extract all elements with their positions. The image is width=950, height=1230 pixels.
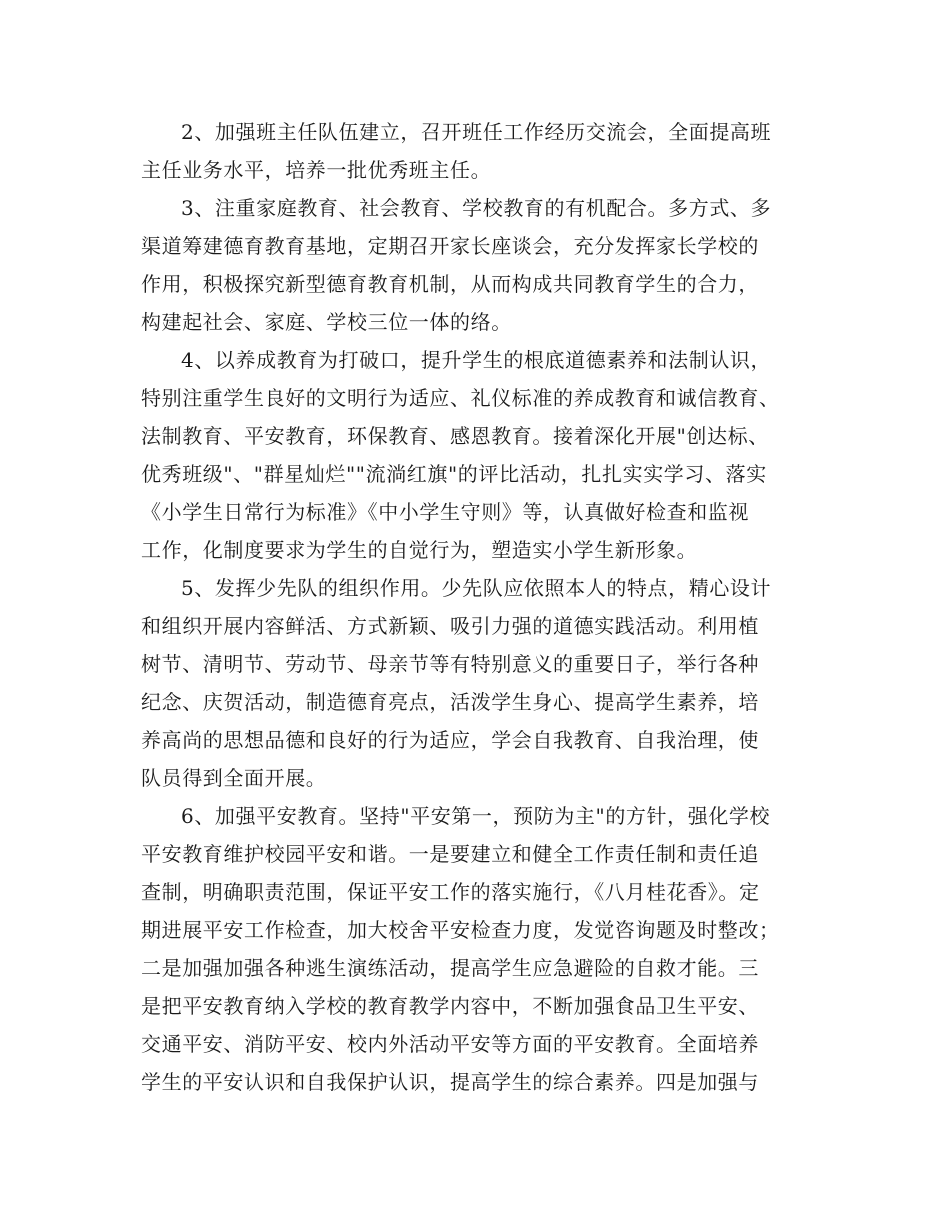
paragraph-5-line-1: 5、发挥少先队的组织作用。少先队应依照本人的特点，精心设计: [181, 576, 772, 600]
paragraph-4-line-2: 特别注重学生良好的文明行为适应、礼仪标准的养成教育和诚信教育、: [141, 386, 780, 410]
paragraph-4-line-5: 《小学生日常行为标准》《中小学生守则》等，认真做好检查和监视: [141, 500, 749, 524]
paragraph-6-line-7: 交通平安、消防平安、校内外活动平安等方面的平安教育。全面培养: [141, 1032, 759, 1056]
paragraph-6-line-5: 二是加强加强各种逃生演练活动，提高学生应急避险的自救才能。三: [141, 956, 759, 980]
paragraph-5-line-6: 队员得到全面开展。: [141, 766, 327, 790]
paragraph-3-line-4: 构建起社会、家庭、学校三位一体的络。: [141, 310, 512, 334]
paragraph-6-line-8: 学生的平安认识和自我保护认识，提高学生的综合素养。四是加强与: [141, 1070, 759, 1094]
paragraph-4-line-6: 工作，化制度要求为学生的自觉行为，塑造实小学生新形象。: [141, 538, 698, 562]
paragraph-5-line-5: 养高尚的思想品德和良好的行为适应，学会自我教育、自我治理，使: [141, 728, 759, 752]
paragraph-4-line-4: 优秀班级"、"群星灿烂""流淌红旗"的评比活动，扎扎实实学习、落实: [141, 462, 767, 486]
paragraph-6-line-6: 是把平安教育纳入学校的教育教学内容中，不断加强食品卫生平安、: [141, 994, 759, 1018]
paragraph-2-line-2: 主任业务水平，培养一批优秀班主任。: [141, 158, 492, 182]
paragraph-5-line-2: 和组织开展内容鲜活、方式新颖、吸引力强的道德实践活动。利用植: [141, 614, 759, 638]
paragraph-5-line-3: 树节、清明节、劳动节、母亲节等有特别意义的重要日子，举行各种: [141, 652, 759, 676]
paragraph-6-line-2: 平安教育维护校园平安和谐。一是要建立和健全工作责任制和责任追: [141, 842, 759, 866]
paragraph-4-line-3: 法制教育、平安教育，环保教育、感恩教育。接着深化开展"创达标、: [141, 424, 769, 448]
paragraph-3-line-3: 作用，积极探究新型德育教育机制，从而构成共同教育学生的合力，: [141, 272, 759, 296]
paragraph-2-line-1: 2、加强班主任队伍建立，召开班任工作经历交流会，全面提高班: [181, 120, 772, 144]
paragraph-5-line-4: 纪念、庆贺活动，制造德育亮点，活泼学生身心、提高学生素养，培: [141, 690, 759, 714]
document-body: [141, 113, 821, 1101]
paragraph-6-line-3: 查制，明确职责范围，保证平安工作的落实施行，《八月桂花香》。定: [141, 880, 760, 904]
paragraph-6-line-1: 6、加强平安教育。坚持"平安第一，预防为主"的方针，强化学校: [181, 804, 771, 828]
paragraph-3-line-1: 3、注重家庭教育、社会教育、学校教育的有机配合。多方式、多: [181, 196, 772, 220]
paragraph-6-line-4: 期进展平安工作检查，加大校舍平安检查力度，发觉咨询题及时整改；: [141, 918, 780, 942]
paragraph-4-line-1: 4、以养成教育为打破口，提升学生的根底道德素养和法制认识，: [181, 348, 772, 372]
paragraph-3-line-2: 渠道筹建德育教育基地，定期召开家长座谈会，充分发挥家长学校的: [141, 234, 759, 258]
